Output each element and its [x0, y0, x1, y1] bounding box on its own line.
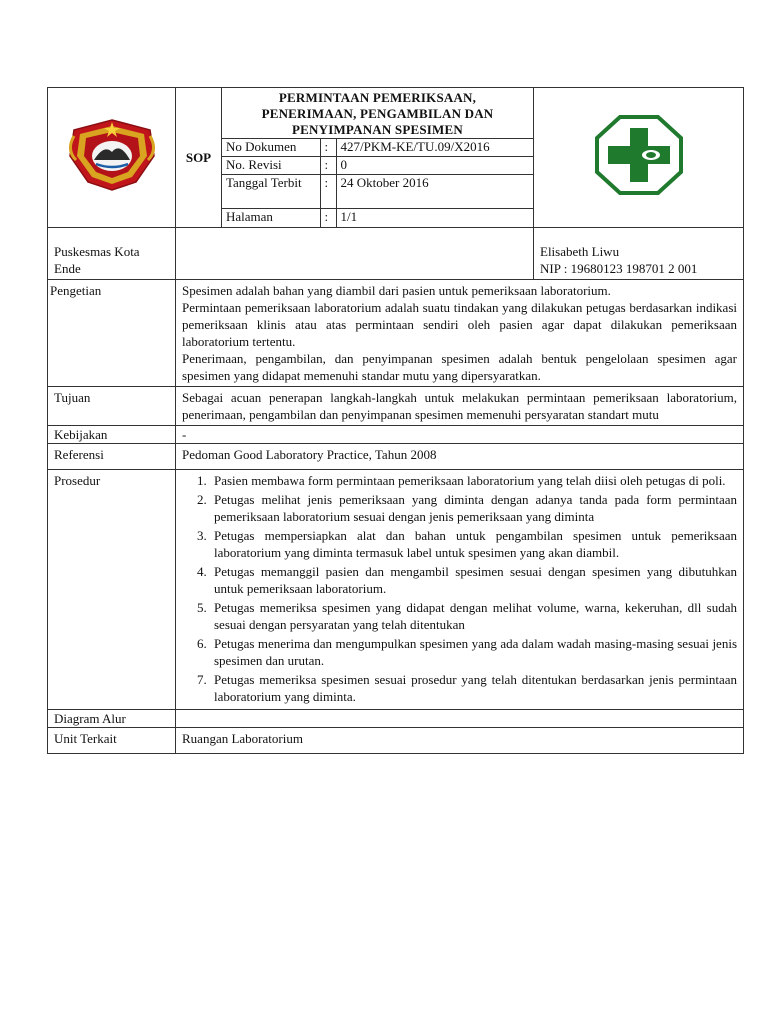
org-name-line-1: Puskesmas Kota: [54, 243, 140, 259]
blank-cell: [176, 227, 534, 279]
right-logo-cell: [534, 88, 744, 228]
meta-sep: :: [320, 139, 336, 157]
org-name-line-2: Ende: [54, 260, 81, 276]
prosedur-step: 4. Petugas memanggil pasien dan mengambil spesimen sesuai dengan spesimen yang dibutuhkan untuk pemeriksaan laboratorium.: [210, 563, 737, 597]
prosedur-label: Prosedur: [48, 469, 176, 709]
pengertian-paragraph: Spesimen adalah bahan yang diambil dari pasien untuk pemeriksaan laboratorium.: [182, 282, 611, 298]
diagram-alur-label: Diagram Alur: [48, 709, 176, 727]
signer-cell: [534, 227, 744, 279]
pengertian-content: [176, 279, 744, 386]
meta-value-no-dokumen: 427/PKM-KE/TU.09/X2016: [336, 139, 533, 157]
document-meta: [222, 138, 533, 227]
regional-emblem-icon: [66, 116, 158, 194]
prosedur-step: 6. Petugas menerima dan mengumpulkan spesimen yang ada dalam wadah masing-masing sesuai jenis spesimen dan urutan.: [210, 635, 737, 669]
meta-sep: :: [320, 209, 336, 227]
referensi-label: Referensi: [48, 443, 176, 469]
title-line-2: PENERIMAAN, PENGAMBILAN DAN: [261, 106, 494, 121]
meta-label-halaman: Halaman: [222, 209, 320, 227]
pengertian-paragraph: Penerimaan, pengambilan, dan penyimpanan spesimen adalah bentuk pengelolaan spesimen agar spesimen yang didapat memenuhi standar mutu yang dipersyaratkan.: [182, 350, 737, 383]
prosedur-step: 5. Petugas memeriksa spesimen yang didapat dengan melihat volume, warna, kekeruhan, dll sudah sesuai dengan persyaratan yang telah ditentukan: [210, 599, 737, 633]
meta-value-no-revisi: 0: [336, 157, 533, 175]
meta-label-no-dokumen: No Dokumen: [222, 139, 320, 157]
kebijakan-content: -: [176, 425, 744, 443]
signer-nip: NIP : 19680123 198701 2 001: [540, 260, 698, 276]
referensi-content: Pedoman Good Laboratory Practice, Tahun 2008: [176, 443, 744, 469]
kebijakan-label: Kebijakan: [48, 425, 176, 443]
prosedur-step: 3. Petugas mempersiapkan alat dan bahan untuk pengambilan spesimen untuk pemeriksaan laboratorium yang diminta termasuk label untuk spesimen yang akan diambil.: [210, 527, 737, 561]
sop-table: [47, 87, 744, 754]
document-title: [222, 88, 533, 138]
meta-sep: :: [320, 157, 336, 175]
meta-label-no-revisi: No. Revisi: [222, 157, 320, 175]
prosedur-steps: [182, 472, 737, 705]
title-cell: [222, 88, 534, 228]
left-logo-cell: [48, 88, 176, 228]
prosedur-step: 1. Pasien membawa form permintaan pemeriksaan laboratorium yang telah diisi oleh petugas di poli.: [210, 472, 737, 489]
prosedur-step: 7. Petugas memeriksa spesimen sesuai prosedur yang telah ditentukan berdasarkan jenis permintaan laboratorium yang diminta.: [210, 671, 737, 705]
unit-terkait-label: Unit Terkait: [48, 727, 176, 753]
diagram-alur-content: [176, 709, 744, 727]
tujuan-label: Tujuan: [48, 386, 176, 425]
prosedur-content: [176, 469, 744, 709]
puskesmas-logo-icon: [594, 114, 684, 196]
signer-name: Elisabeth Liwu: [540, 243, 620, 259]
title-line-3: PENYIMPANAN SPESIMEN: [292, 122, 463, 137]
meta-value-halaman: 1/1: [336, 209, 533, 227]
meta-sep: :: [320, 175, 336, 209]
tujuan-content: Sebagai acuan penerapan langkah-langkah untuk melakukan permintaan pemeriksaan laboratorium, penerimaan, pengambilan dan penyimpanan spesimen memenuhi persyaratan standart mutu: [176, 386, 744, 425]
meta-value-tanggal-terbit: 24 Oktober 2016: [336, 175, 533, 209]
prosedur-step: 2. Petugas melihat jenis pemeriksaan yang diminta dengan adanya tanda pada form permintaan pemeriksaan laboratorium sesuai dengan jenis pemeriksaan yang diminta: [210, 491, 737, 525]
sop-document: [47, 87, 743, 754]
pengertian-label: Pengetian: [48, 279, 176, 386]
unit-terkait-content: Ruangan Laboratorium: [176, 727, 744, 753]
sop-label: SOP: [176, 88, 222, 228]
pengertian-paragraph: Permintaan pemeriksaan laboratorium adalah suatu tindakan yang dilakukan petugas berdasarkan indikasi pemeriksaan klinis atau atas permintaan sendiri oleh pasien agar dapat dilakukan pemeriksaan laboratorium tertentu.: [182, 299, 737, 349]
organisation-cell: [48, 227, 176, 279]
title-line-1: PERMINTAAN PEMERIKSAAN,: [278, 90, 477, 105]
meta-label-tanggal-terbit: Tanggal Terbit: [222, 175, 320, 209]
